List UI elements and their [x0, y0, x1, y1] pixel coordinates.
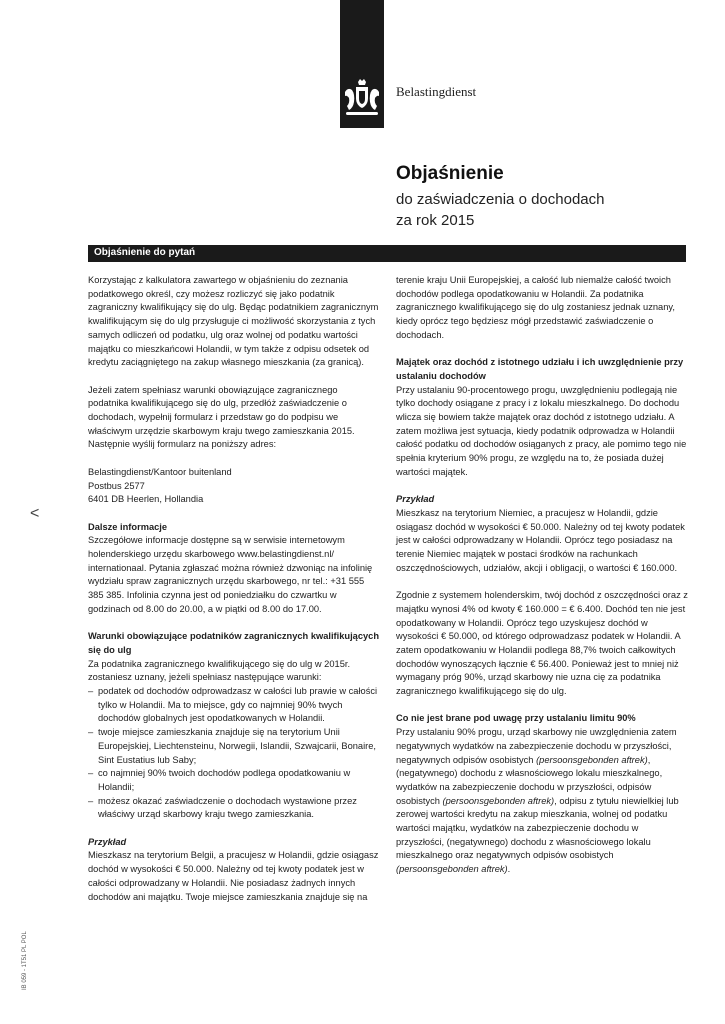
page-title: Objaśnienie: [396, 163, 504, 184]
section-title: Objaśnienie do pytań: [94, 247, 196, 258]
paragraph: Korzystając z kalkulatora zawartego w objaśnieniu do zeznania podatkowego określ, czy możesz rozliczyć się jako podatnik zagraniczny kwalifikujący się do ulg. Będąc podatnikiem zagranicznym kwalifikującym się do ulg przysługuje ci możliwość skorzystania z tych samych odliczeń od podatku, ulg oraz wolnej od podatku wartości majątku co mieszkańcowi Holandii, w tym także z odpisu odsetek od kredytu zaciągniętego na zakup własnego mieszkania (za granicą).: [88, 275, 379, 368]
form-code: IB 059 - 1T51 PL POL: [22, 931, 28, 990]
example-label: Przykład: [88, 836, 127, 847]
address-line: Postbus 2577: [88, 480, 145, 491]
italic-term: (persoonsgebonden aftrek): [442, 795, 555, 806]
text-run: .: [507, 864, 511, 875]
example-label: Przykład: [396, 494, 435, 505]
page-subtitle: [396, 189, 604, 231]
text-run: , (negatywnego) dochodu z własnościowego lokalu mieszkalnego, wydatków na zabezpieczenie dochodu w przyszłości, odpisów osobistych: [396, 754, 663, 806]
text-run: Przy ustalaniu 90% progu, urząd skarbowy nie uwzględnienia zatem negatywnych wydatków na zabezpieczenie dochodu w przyszłości, negatywnych odpisów osobistych: [396, 727, 677, 765]
heading-conditions: Warunki obowiązujące podatników zagranicznych kwalifikujących się do ulg: [88, 631, 380, 655]
brand-name: Belastingdienst: [396, 84, 477, 99]
list-item: – co najmniej 90% twoich dochodów podlega opodatkowaniu w Holandii;: [88, 767, 380, 794]
text-run: , odpisu z tytułu niewielkiej lub zerowej wartości kredytu na zakup mieszkania, wolnej od podatku wartości majątku, wydatków na zabezpieczenie dochodu w przyszłości, (negatywnego) dochodu z własnościowego lokalu mieszkalnego oraz negatywnych odpisów osobistych: [396, 795, 679, 861]
italic-term: (persoonsgebonden aftrek): [536, 754, 648, 765]
paragraph: Szczegółowe informacje dostępne są w serwisie internetowym holenderskiego urzędu skarbowego www.belastingdienst.nl/ internationaal. Pytania zgłaszać można również dzwoniąc na infolinię wydziału spraw zagranicznych urzędu skarbowego, nr tel.: +31 555 385 385. Infolinia czynna jest od poniedziałku do czwartku w godzinach od 8.00 do 20.00, a w piątki od 8.00 do 17.00.: [88, 535, 373, 614]
subtitle-line: do zaświadczenia o dochodach: [396, 191, 605, 208]
paragraph: Mieszkasz na terytorium Belgii, a pracujesz w Holandii, gdzie osiągasz dochód w wysokości € 50.000. Należny od tej kwoty podatek jest w całości odprowadzany w Holandii. Nie posiadasz żadnych innych dochodów ani majątku. Twoje miejsce zamieszkania znajduje się na: [88, 850, 379, 902]
paragraph: Mieszkasz na terytorium Niemiec, a pracujesz w Holandii, gdzie osiągasz dochód w wysokości € 50.000. Należny od tej kwoty podatek jest w całości odprowadzany w Holandii. Oprócz tego posiadasz na terenie Niemiec majątek w postaci środków na rachunkach oszczędnościowych, udziałów, akcji i obligacji, o wartości € 160.000.: [396, 507, 685, 573]
paragraph: Jeżeli zatem spełniasz warunki obowiązujące zagranicznego podatnika kwalifikującego się do ulg, przedłóż zaświadczenie o dochodach, wypełnij formularz i przedstaw go do podpisu we właściwym urzędzie skarbowym kraju twego zamieszkania 2015. Następnie wyślij formularz na poniższy adres:: [88, 384, 355, 450]
right-column: [396, 274, 688, 891]
italic-term: (persoonsgebonden aftrek): [396, 864, 508, 875]
address-line: 6401 DB Heerlen, Hollandia: [88, 494, 204, 505]
paragraph: Za podatnika zagranicznego kwalifikującego się do ulg w 2015r. zostaniesz uznany, jeżeli spełniasz następujące warunki:: [88, 658, 351, 683]
list-item: – podatek od dochodów odprowadzasz w całości lub prawie w całości tylko w Holandii. Ma to miejsce, gdy co najmniej 90% twych dochodów globalnych jest opodatkowanych w Holandii.: [88, 685, 380, 726]
heading-limit: Co nie jest brane pod uwagę przy ustalaniu limitu 90%: [396, 713, 636, 724]
paragraph: terenie kraju Unii Europejskiej, a całość lub niemalże całość twoich dochodów podlega opodatkowaniu w Holandii. Za podatnika zagranicznego kwalifikującego się do ulg zostaniesz jednak uznany, kiedy oprócz tego będziesz mógł przedstawić zaświadczenie o dochodach.: [396, 275, 675, 340]
conditions-list: [88, 685, 380, 822]
address-block: [88, 466, 380, 507]
list-item: – możesz okazać zaświadczenie o dochodach wystawione przez właściwy urząd skarbowy kraju twego zamieszkania.: [88, 795, 380, 822]
list-item: – twoje miejsce zamieszkania znajduje się na terytorium Unii Europejskiej, Liechtensteinu, Norwegii, Islandii, Szwajcarii, Bonaire, Sint Eustatius lub Saby;: [88, 726, 380, 767]
heading-more-info: Dalsze informacje: [88, 521, 168, 532]
paragraph: Przy ustalaniu 90-procentowego progu, uwzględnieniu podlegają nie tylko dochody osiągane z pracy i z lokalu mieszkalnego. Do dochodu wlicza się bowiem także majątek oraz dochód z istotnego udziału. A zatem możliwa jest sytuacja, kiedy podatnik odprowadza w Holandii całość podatku od dochodów osiąganych z pracy, ale pomimo tego nie spełnia kryterium 90% progu, ze względu na to, że posiada dużej wartości majątek.: [396, 384, 687, 477]
section-header: [88, 245, 686, 262]
address-line: Belastingdienst/Kantoor buitenland: [88, 466, 232, 477]
subtitle-line: za rok 2015: [396, 212, 475, 229]
left-column: [88, 274, 380, 918]
paragraph: Zgodnie z systemem holenderskim, twój dochód z oszczędności oraz z majątku wynosi 4% od kwoty € 160.000 = € 6.400. Dochód ten nie jest opodatkowany w Holandii. Oprócz tego uzyskujesz dochód w wysokości € 50.000, od którego odprowadzasz podatek w Holandii. A zatem opodatkowaniu w Holandii podlega 88,7% twoich całkowitych dochodów wynoszących łącznie € 56.400. Ponieważ jest to mniej niż wymagany próg 90%, urząd skarbowy nie uzna cię za podatnika zagranicznego kwalifikującego się do ulg.: [396, 590, 688, 697]
dutch-royal-coat-of-arms-icon: [340, 78, 384, 118]
side-marker: <: [30, 505, 40, 522]
heading-assets: Majątek oraz dochód z istotnego udziału i ich uwzględnienie przy ustalaniu dochodów: [396, 357, 684, 381]
logo-bar: [340, 0, 384, 128]
paragraph: [396, 726, 688, 877]
